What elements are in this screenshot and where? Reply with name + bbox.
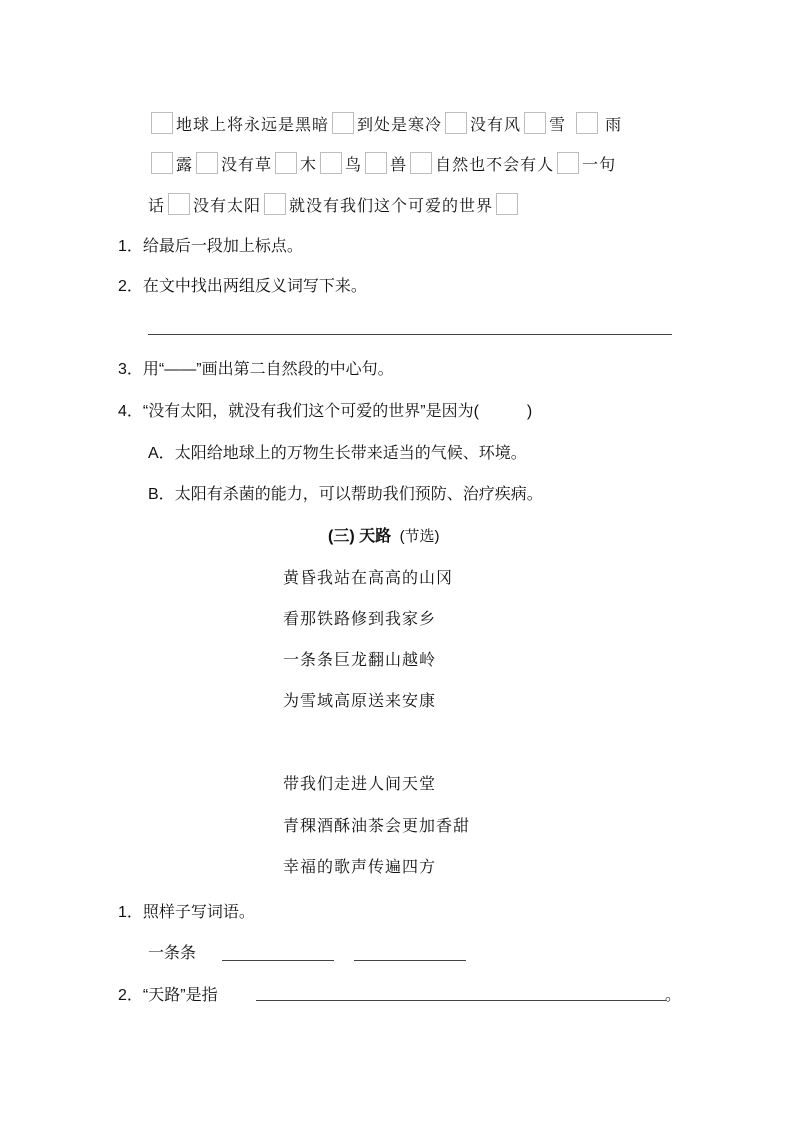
passage-text: 地球上将永远是黑暗 <box>176 114 330 134</box>
punctuation-box[interactable] <box>410 152 432 174</box>
passage-text: 露 <box>176 154 194 174</box>
punctuation-box[interactable] <box>168 193 190 215</box>
answer-line[interactable] <box>256 1000 666 1001</box>
option-a[interactable]: A．太阳给地球上的万物生长带来适当的气候、环境。 <box>148 445 527 462</box>
period: 。 <box>665 987 682 1004</box>
punctuation-box[interactable] <box>365 152 387 174</box>
passage-text: 雨 <box>605 114 623 134</box>
question-1: 1．给最后一段加上标点。 <box>118 238 303 255</box>
passage-text: 没有太阳 <box>193 195 262 215</box>
punctuation-box[interactable] <box>576 112 598 134</box>
passage-line-1 <box>148 108 622 138</box>
punctuation-box[interactable] <box>196 152 218 174</box>
passage-text: 一句 <box>582 154 617 174</box>
question-1: 1．照样子写词语。 <box>118 904 255 921</box>
answer-line[interactable] <box>148 334 672 335</box>
punctuation-box[interactable] <box>445 112 467 134</box>
punctuation-box[interactable] <box>275 152 297 174</box>
passage-text: 到处是寒冷 <box>357 114 443 134</box>
punctuation-box[interactable] <box>264 193 286 215</box>
punctuation-box[interactable] <box>151 152 173 174</box>
punctuation-box[interactable] <box>320 152 342 174</box>
passage-text: 木 <box>300 154 318 174</box>
punctuation-box[interactable] <box>151 112 173 134</box>
passage-text: 话 <box>148 195 166 215</box>
poem-line: 黄昏我站在高高的山冈 <box>283 568 454 587</box>
passage-text: 雪 <box>549 114 567 134</box>
answer-line[interactable] <box>222 960 334 961</box>
poem-line: 带我们走进人间天堂 <box>283 774 437 793</box>
poem-line: 看那铁路修到我家乡 <box>283 609 437 628</box>
option-b[interactable]: B．太阳有杀菌的能力，可以帮助我们预防、治疗疾病。 <box>148 486 543 503</box>
example-word: 一条条 <box>148 945 197 962</box>
punctuation-box[interactable] <box>332 112 354 134</box>
section-title: (三) 天路 (节选) <box>328 528 440 545</box>
punctuation-box[interactable] <box>496 193 518 215</box>
poem-line: 青稞酒酥油茶会更加香甜 <box>283 816 471 835</box>
question-2: 2．在文中找出两组反义词写下来。 <box>118 278 367 295</box>
passage-text: 鸟 <box>345 154 363 174</box>
passage-text: 就没有我们这个可爱的世界 <box>289 195 494 215</box>
answer-line[interactable] <box>354 960 466 961</box>
passage-text: 没有草 <box>221 154 273 174</box>
punctuation-box[interactable] <box>557 152 579 174</box>
passage-line-3 <box>148 189 521 219</box>
question-3: 3．用“——”画出第二自然段的中心句。 <box>118 361 394 378</box>
passage-text: 自然也不会有人 <box>435 154 555 174</box>
passage-text: 没有风 <box>470 114 522 134</box>
punctuation-box[interactable] <box>524 112 546 134</box>
question-4: 4．“没有太阳，就没有我们这个可爱的世界”是因为( ) <box>118 403 533 420</box>
poem-line: 一条条巨龙翻山越岭 <box>283 650 437 669</box>
passage-line-2 <box>148 148 616 178</box>
poem-line: 为雪域高原送来安康 <box>283 691 437 710</box>
question-2: 2．“天路”是指 <box>118 987 218 1004</box>
poem-line: 幸福的歌声传遍四方 <box>283 857 437 876</box>
passage-text: 兽 <box>390 154 408 174</box>
